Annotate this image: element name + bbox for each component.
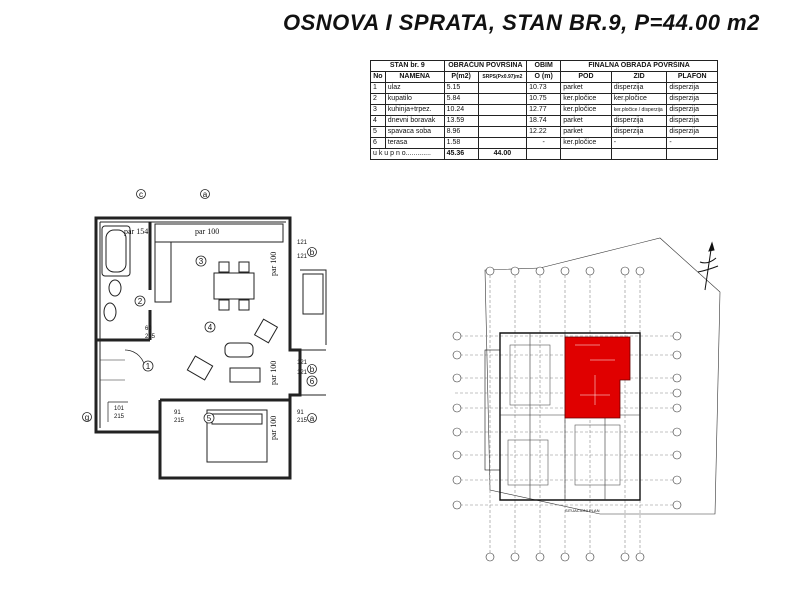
cell-zid: disperzija [611, 83, 667, 94]
cell-no: 1 [371, 83, 386, 94]
cell-pod: parket [561, 116, 612, 127]
cell-o: 12.22 [527, 127, 561, 138]
cell-name: kupatilo [385, 94, 444, 105]
axis-b1-label: b [309, 248, 315, 257]
plan-axis-markers [83, 190, 318, 424]
floor-label-par100-r1: par 100 [269, 251, 278, 276]
dim-215b: 215 [297, 418, 308, 424]
room-1-label: 1 [145, 362, 151, 371]
room-4-label: 4 [207, 323, 213, 332]
col-o: O (m) [527, 72, 561, 83]
cell-plafon: disperzija [667, 127, 718, 138]
col-srps: SRPS(Px0.97)m2 [478, 72, 527, 83]
room-5-label: 5 [206, 414, 212, 423]
cell-zid: - [611, 138, 667, 149]
cell-zid: ker.pločice / disperzija [611, 105, 667, 116]
cell-name: spavaca soba [385, 127, 444, 138]
table-header-unit: STAN br. 9 [371, 61, 445, 72]
cell-o: 10.73 [527, 83, 561, 94]
highlighted-apartment [565, 337, 630, 418]
dim-91b: 91 [297, 410, 304, 416]
cell-o: 18.74 [527, 116, 561, 127]
table-header-area: OBRAČUN POVRŠINA [444, 61, 527, 72]
cell-plafon: - [667, 138, 718, 149]
cell-plafon: disperzija [667, 116, 718, 127]
axis-a-right-label: a [309, 414, 315, 423]
cell-plafon: disperzija [667, 105, 718, 116]
dim-121b: 121 [297, 254, 308, 260]
axis-a-top-label: a [202, 190, 208, 199]
cell-pod: parket [561, 83, 612, 94]
axis-b2-label: b [309, 365, 315, 374]
dim-121a: 121 [297, 240, 308, 246]
col-plafon: PLAFON [667, 72, 718, 83]
cell-o: 10.75 [527, 94, 561, 105]
table-header-perimeter: OBIM [527, 61, 561, 72]
cell-o: - [527, 138, 561, 149]
col-name: NAMENA [385, 72, 444, 83]
room-6-label: 6 [309, 377, 315, 386]
dim-91a: 91 [174, 410, 181, 416]
dim-60: 60 [145, 326, 152, 332]
dim-101: 101 [114, 406, 125, 412]
cell-zid: disperzija [611, 116, 667, 127]
col-no: No [371, 72, 386, 83]
cell-no: 2 [371, 94, 386, 105]
cell-p: 5.15 [444, 83, 478, 94]
north-arrow-icon [698, 243, 718, 290]
axis-c-label: c [139, 190, 143, 199]
total-label: u k u p n o............. [371, 149, 445, 160]
floor-label-par100-top: par 100 [195, 227, 220, 236]
room-3-label: 3 [198, 257, 204, 266]
sheet-title: OSNOVA I SPRATA, STAN BR.9, P=44.00 m2 [283, 10, 760, 35]
total-srps: 44.00 [478, 149, 527, 160]
dim-121c: 121 [297, 360, 308, 366]
col-p: P(m2) [444, 72, 478, 83]
site-plan-caption: SITUACIONI PLAN [565, 508, 600, 513]
axis-g-label: g [84, 413, 90, 422]
cell-plafon: disperzija [667, 94, 718, 105]
cell-name: terasa [385, 138, 444, 149]
col-pod: POD [561, 72, 612, 83]
cell-p: 8.96 [444, 127, 478, 138]
floor-label-par100-r3: par 100 [269, 415, 278, 440]
room-2-label: 2 [137, 297, 143, 306]
cell-no: 5 [371, 127, 386, 138]
cell-pod: ker.pločice [561, 105, 612, 116]
dim-215a: 215 [174, 418, 185, 424]
cell-plafon: disperzija [667, 83, 718, 94]
cell-no: 6 [371, 138, 386, 149]
cell-pod: ker.pločice [561, 94, 612, 105]
cell-pod: ker.pločice [561, 138, 612, 149]
floor-plan [96, 218, 326, 478]
cell-p: 10.24 [444, 105, 478, 116]
cell-no: 4 [371, 116, 386, 127]
cell-p: 5.84 [444, 94, 478, 105]
col-zid: ZID [611, 72, 667, 83]
total-p: 45.36 [444, 149, 478, 160]
floor-label-par154: par 154 [124, 227, 149, 236]
cell-pod: parket [561, 127, 612, 138]
cell-zid: disperzija [611, 127, 667, 138]
cell-p: 1.58 [444, 138, 478, 149]
dim-215c: 215 [114, 414, 125, 420]
cell-p: 13.59 [444, 116, 478, 127]
cell-name: ulaz [385, 83, 444, 94]
cell-o: 12.77 [527, 105, 561, 116]
cell-name: kuhinja+trpez. [385, 105, 444, 116]
dim-121d: 121 [297, 370, 308, 376]
cell-no: 3 [371, 105, 386, 116]
cell-name: dnevni boravak [385, 116, 444, 127]
cell-zid: ker.pločice [611, 94, 667, 105]
dim-215d: 215 [145, 334, 156, 340]
table-header-finish: FINALNA OBRADA POVRŠINA [561, 61, 718, 72]
floor-label-par100-r2: par 100 [269, 360, 278, 385]
